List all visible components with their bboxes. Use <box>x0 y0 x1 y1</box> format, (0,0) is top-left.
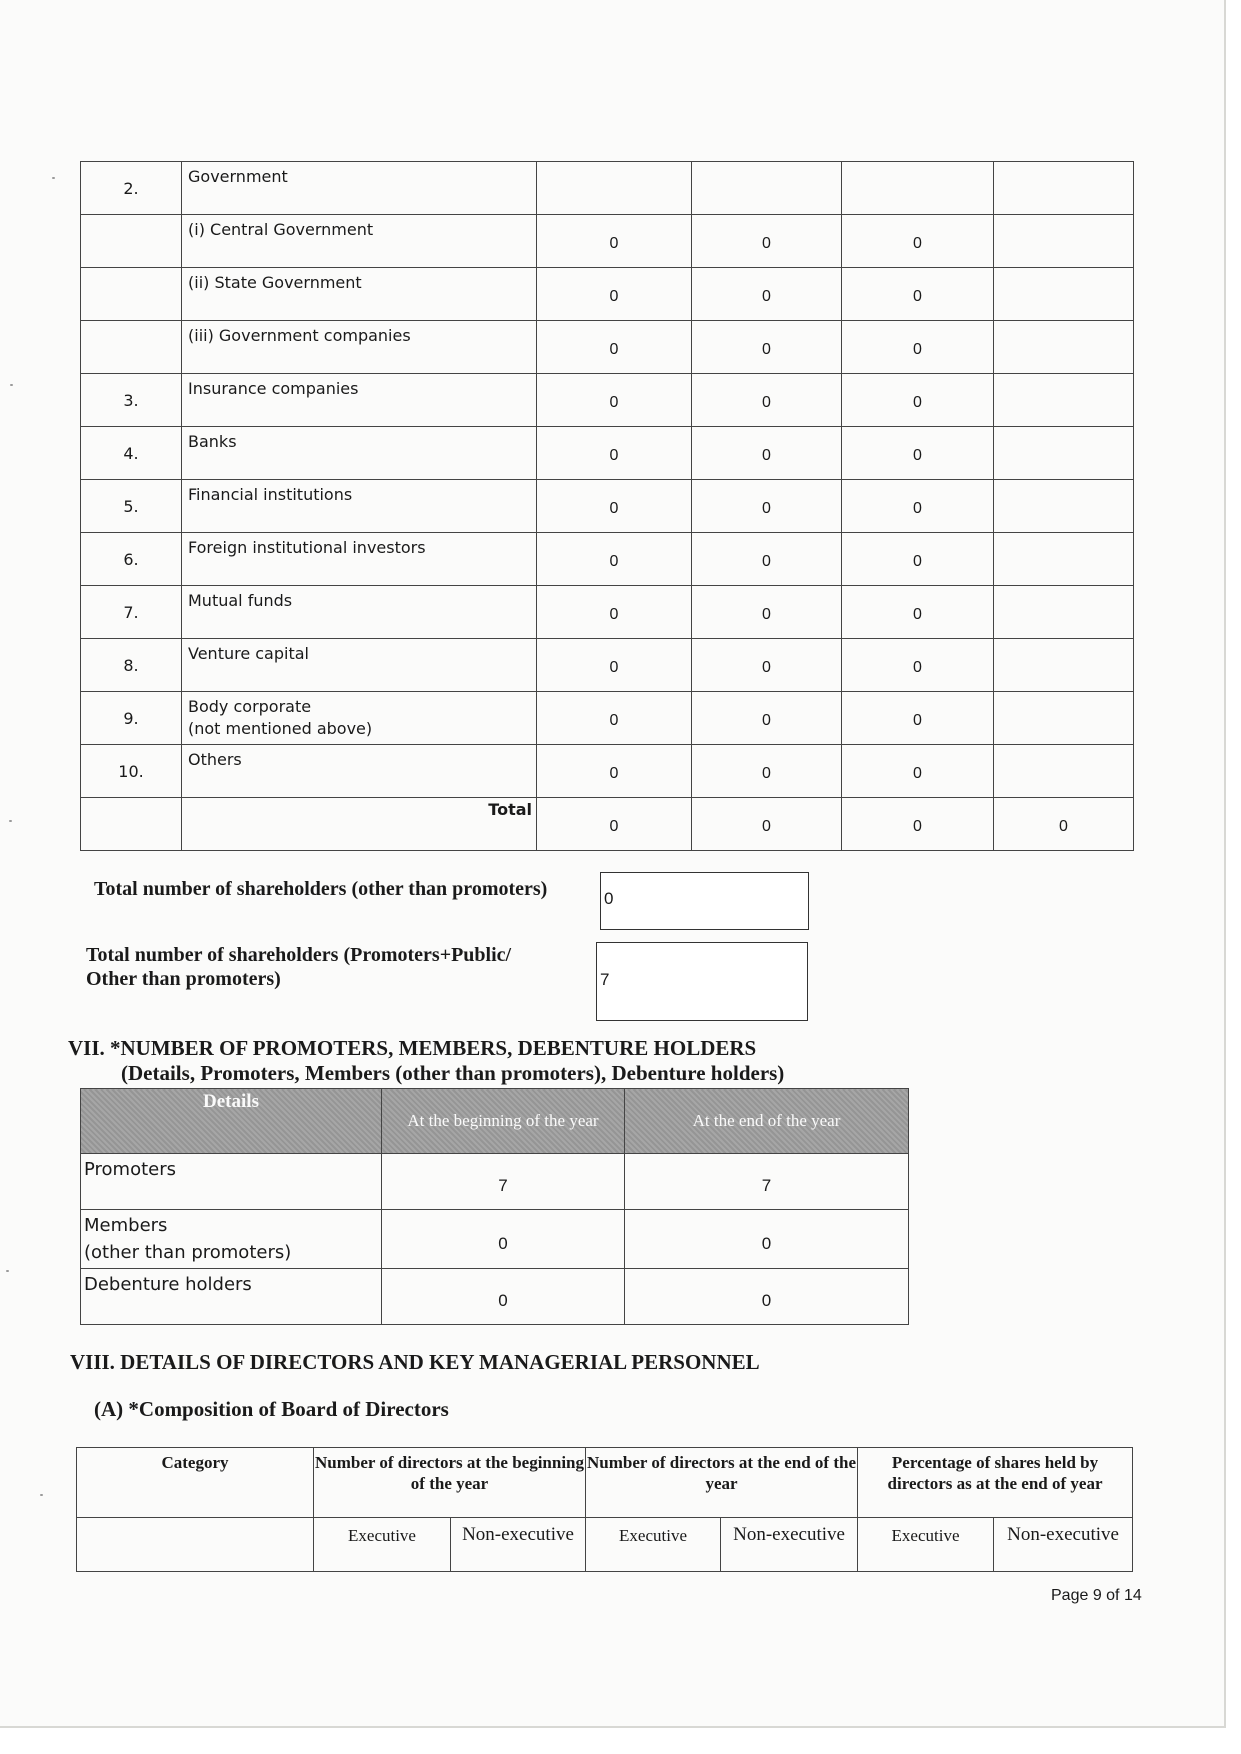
pct-executive-header: Executive <box>858 1518 994 1572</box>
value-cell[interactable]: 0 <box>537 427 692 480</box>
value-cell[interactable] <box>994 321 1134 374</box>
page-number: Page 9 of 14 <box>1051 1587 1142 1604</box>
shareholding-row <box>81 374 1134 427</box>
category-label: Mutual funds <box>182 586 537 639</box>
value-cell[interactable] <box>994 745 1134 798</box>
scan-speck <box>9 820 12 822</box>
value-cell[interactable] <box>994 639 1134 692</box>
value-cell[interactable]: 0 <box>842 586 994 639</box>
value-cell[interactable] <box>994 268 1134 321</box>
percentage-shares-header: Percentage of shares held by directors as at the end of year <box>858 1448 1133 1518</box>
holder-type-label-line: (other than promoters) <box>84 1242 292 1263</box>
serial-number: 9. <box>81 692 182 745</box>
value-cell[interactable]: 0 <box>537 639 692 692</box>
beginning-year-value[interactable]: 7 <box>382 1154 625 1210</box>
category-label: (i) Central Government <box>182 215 537 268</box>
shareholding-row <box>81 533 1134 586</box>
total-serial-cell <box>81 798 182 851</box>
value-cell[interactable]: 0 <box>692 268 842 321</box>
serial-number: 7. <box>81 586 182 639</box>
value-cell[interactable]: 0 <box>692 639 842 692</box>
value-cell[interactable]: 0 <box>537 321 692 374</box>
category-cell <box>77 1518 314 1572</box>
serial-number <box>81 321 182 374</box>
value-cell[interactable]: 0 <box>537 533 692 586</box>
value-cell[interactable]: 0 <box>692 480 842 533</box>
category-label <box>182 692 537 745</box>
value-cell[interactable]: 0 <box>842 374 994 427</box>
category-label: Financial institutions <box>182 480 537 533</box>
category-label: Foreign institutional investors <box>182 533 537 586</box>
value-cell[interactable]: 0 <box>537 586 692 639</box>
value-cell[interactable] <box>994 374 1134 427</box>
scan-speck <box>6 1270 9 1272</box>
value-cell[interactable] <box>994 162 1134 215</box>
pct-non-executive-header: Non-executive <box>994 1518 1133 1572</box>
total-value-cell[interactable]: 0 <box>692 798 842 851</box>
holder-type-label-line: Members <box>84 1215 168 1236</box>
beginning-year-value[interactable]: 0 <box>382 1210 625 1269</box>
beginning-year-value[interactable]: 0 <box>382 1269 625 1325</box>
end-executive-header: Executive <box>586 1518 721 1572</box>
total-value-cell[interactable]: 0 <box>842 798 994 851</box>
serial-number: 4. <box>81 427 182 480</box>
shareholding-row <box>81 162 1134 215</box>
end-year-value[interactable]: 0 <box>625 1210 909 1269</box>
holder-type-label: Debenture holders <box>81 1269 382 1325</box>
value-cell[interactable] <box>994 586 1134 639</box>
total-shareholders-other-field[interactable]: 0 <box>600 872 809 930</box>
category-label: Others <box>182 745 537 798</box>
total-shareholders-all-label-line2: Other than promoters) <box>86 968 281 990</box>
value-cell[interactable]: 0 <box>537 215 692 268</box>
total-shareholders-all-label-line1: Total number of shareholders (Promoters+Public/ <box>86 944 512 966</box>
shareholding-row <box>81 480 1134 533</box>
section-vii-subtitle: (Details, Promoters, Members (other than promoters), Debenture holders) <box>121 1061 785 1085</box>
shareholding-row <box>81 321 1134 374</box>
total-shareholders-other-label: Total number of shareholders (other than promoters) <box>94 878 548 900</box>
scan-speck <box>10 384 13 386</box>
directors-end-header: Number of directors at the end of the year <box>586 1448 858 1518</box>
section-vii-title: VII. *NUMBER OF PROMOTERS, MEMBERS, DEBENTURE HOLDERS <box>68 1036 757 1060</box>
value-cell[interactable]: 0 <box>692 692 842 745</box>
shareholding-row <box>81 639 1134 692</box>
end-non-executive-header: Non-executive <box>721 1518 858 1572</box>
value-cell[interactable]: 0 <box>842 427 994 480</box>
total-row <box>81 798 1134 851</box>
value-cell[interactable]: 0 <box>692 745 842 798</box>
holder-type-label <box>81 1210 382 1269</box>
value-cell[interactable]: 0 <box>842 215 994 268</box>
category-header: Category <box>77 1448 314 1518</box>
value-cell[interactable]: 0 <box>692 427 842 480</box>
value-cell[interactable]: 0 <box>842 745 994 798</box>
end-year-value[interactable]: 7 <box>625 1154 909 1210</box>
serial-number: 8. <box>81 639 182 692</box>
holder-row <box>81 1154 909 1210</box>
value-cell[interactable] <box>994 427 1134 480</box>
value-cell[interactable] <box>994 692 1134 745</box>
shareholding-row <box>81 692 1134 745</box>
value-cell[interactable]: 0 <box>692 215 842 268</box>
category-label: (ii) State Government <box>182 268 537 321</box>
serial-number: 5. <box>81 480 182 533</box>
holder-row <box>81 1210 909 1269</box>
serial-number: 6. <box>81 533 182 586</box>
category-label-line: Body corporate <box>188 697 312 716</box>
category-label-line: (not mentioned above) <box>188 719 373 738</box>
beginning-non-executive-header: Non-executive <box>451 1518 586 1572</box>
category-label: Venture capital <box>182 639 537 692</box>
value-cell[interactable]: 0 <box>842 480 994 533</box>
shareholding-row <box>81 268 1134 321</box>
value-cell[interactable]: 0 <box>842 639 994 692</box>
value-cell[interactable]: 0 <box>842 533 994 586</box>
value-cell[interactable]: 0 <box>537 374 692 427</box>
shareholding-table <box>80 161 1134 851</box>
holder-row <box>81 1269 909 1325</box>
total-value-cell[interactable]: 0 <box>994 798 1134 851</box>
value-cell[interactable]: 0 <box>537 745 692 798</box>
section-viii-title: VIII. DETAILS OF DIRECTORS AND KEY MANAGERIAL PERSONNEL <box>70 1350 760 1374</box>
board-composition-table <box>76 1447 1133 1572</box>
value-cell[interactable] <box>692 162 842 215</box>
directors-beginning-header: Number of directors at the beginning of the year <box>314 1448 586 1518</box>
category-label: (iii) Government companies <box>182 321 537 374</box>
value-cell[interactable]: 0 <box>537 480 692 533</box>
value-cell[interactable]: 0 <box>692 321 842 374</box>
total-label: Total <box>182 798 537 851</box>
category-label: Insurance companies <box>182 374 537 427</box>
serial-number: 3. <box>81 374 182 427</box>
end-year-header: At the end of the year <box>625 1089 909 1154</box>
category-label: Banks <box>182 427 537 480</box>
total-shareholders-all-field[interactable]: 7 <box>596 942 808 1021</box>
value-cell[interactable] <box>994 215 1134 268</box>
scan-speck <box>40 1494 43 1496</box>
total-value-cell[interactable]: 0 <box>537 798 692 851</box>
end-year-value[interactable]: 0 <box>625 1269 909 1325</box>
shareholding-row <box>81 427 1134 480</box>
serial-number: 10. <box>81 745 182 798</box>
value-cell[interactable]: 0 <box>842 692 994 745</box>
serial-number <box>81 215 182 268</box>
value-cell[interactable] <box>994 533 1134 586</box>
value-cell[interactable] <box>842 162 994 215</box>
value-cell[interactable]: 0 <box>537 692 692 745</box>
beginning-year-header: At the beginning of the year <box>382 1089 625 1154</box>
holder-type-label: Promoters <box>81 1154 382 1210</box>
value-cell[interactable] <box>537 162 692 215</box>
promoters-members-table <box>80 1088 909 1325</box>
beginning-executive-header: Executive <box>314 1518 451 1572</box>
value-cell[interactable]: 0 <box>842 321 994 374</box>
category-label: Government <box>182 162 537 215</box>
total-shareholders-all-label <box>86 943 511 991</box>
serial-number: 2. <box>81 162 182 215</box>
value-cell[interactable]: 0 <box>537 268 692 321</box>
value-cell[interactable] <box>994 480 1134 533</box>
value-cell[interactable]: 0 <box>692 586 842 639</box>
shareholding-row <box>81 215 1134 268</box>
serial-number <box>81 268 182 321</box>
shareholding-row <box>81 586 1134 639</box>
value-cell[interactable]: 0 <box>692 374 842 427</box>
value-cell[interactable]: 0 <box>842 268 994 321</box>
scan-speck <box>52 177 55 179</box>
shareholding-row <box>81 745 1134 798</box>
section-viii-subtitle: (A) *Composition of Board of Directors <box>94 1397 449 1421</box>
details-header: Details <box>81 1089 382 1154</box>
value-cell[interactable]: 0 <box>692 533 842 586</box>
